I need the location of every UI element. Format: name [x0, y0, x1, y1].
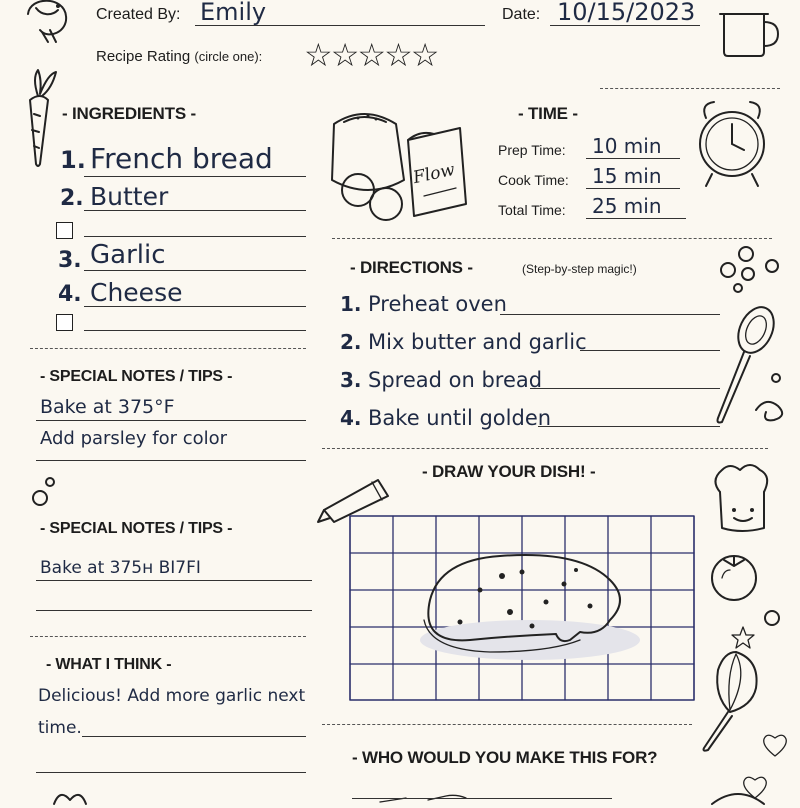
notes-rule [36, 460, 306, 461]
direction-line [538, 426, 720, 427]
who-heading: - WHO WOULD YOU MAKE THIS FOR? [352, 748, 658, 767]
notes-line: Add parsley for color [40, 428, 228, 449]
direction-number: 2. [340, 330, 362, 354]
ingredient-number: 4. [58, 282, 82, 307]
ingredient-checkbox[interactable] [56, 222, 73, 239]
ingredient-checkbox[interactable] [56, 314, 73, 331]
notes-heading: - SPECIAL NOTES / TIPS - [40, 368, 233, 385]
cook-time-line [586, 188, 680, 189]
garlic-bread-drawing [410, 540, 650, 670]
prep-time-line [586, 158, 680, 159]
direction-step: Spread on bread [368, 368, 543, 392]
shrimp-icon [18, 0, 78, 54]
what-i-think-line: time. [38, 718, 82, 738]
rating-stars[interactable]: ☆☆☆☆☆ [304, 36, 438, 74]
total-time-value: 25 min [592, 194, 662, 218]
notes-rule [36, 580, 312, 581]
ingredient-item: Cheese [90, 278, 183, 307]
date-value: 10/15/2023 [557, 0, 696, 26]
divider [332, 238, 772, 239]
rating-label: Recipe Rating (circle one): [96, 48, 263, 65]
bowl-icon [708, 788, 768, 808]
notes-line: Bake at 375°F [40, 396, 175, 418]
squiggle-icon [752, 396, 792, 426]
direction-line [530, 388, 720, 389]
ingredient-line [84, 306, 306, 307]
tomato-icon [708, 548, 768, 608]
what-i-think-heading: - WHAT I THINK - [46, 656, 172, 673]
cook-time-value: 15 min [592, 164, 662, 188]
direction-number: 3. [340, 368, 362, 392]
ingredient-line [84, 210, 306, 211]
time-heading: - TIME - [518, 104, 578, 123]
carrot-icon [12, 64, 62, 174]
prep-time-label: Prep Time: [498, 142, 566, 158]
divider [322, 724, 692, 725]
direction-number: 1. [340, 292, 362, 316]
ingredient-number: 3. [58, 248, 82, 273]
direction-step: Preheat oven [368, 292, 507, 316]
ingredient-item: French bread [90, 142, 273, 175]
flour-bag-label: Flow [411, 159, 457, 189]
dot-icon [770, 372, 782, 384]
heart-icon [760, 730, 790, 760]
divider [600, 88, 780, 89]
cook-time-label: Cook Time: [498, 172, 569, 188]
coffee-mug-icon [718, 8, 788, 58]
total-time-label: Total Time: [498, 202, 566, 218]
directions-subheading: (Step-by-step magic!) [522, 262, 637, 276]
ingredient-item: Butter [90, 182, 169, 211]
ingredient-number: 1. [60, 146, 86, 174]
date-line [550, 25, 700, 26]
bubbles-icon [716, 244, 786, 294]
draw-heading: - DRAW YOUR DISH! - [422, 462, 596, 481]
chef-hat-icon [706, 462, 776, 542]
direction-step: Mix butter and garlic [368, 330, 587, 354]
notes-rule [36, 610, 312, 611]
total-time-line [586, 218, 686, 219]
direction-number: 4. [340, 406, 362, 430]
date-label: Date: [502, 6, 541, 23]
alarm-clock-icon [692, 94, 772, 194]
direction-line [500, 314, 720, 315]
notes-heading: - SPECIAL NOTES / TIPS - [40, 520, 233, 537]
bubble-icon [760, 606, 790, 636]
ingredient-line [84, 176, 306, 177]
prep-time-value: 10 min [592, 134, 662, 158]
ingredient-line [84, 236, 306, 237]
ingredient-item: Garlic [90, 240, 166, 270]
ingredients-heading: - INGREDIENTS - [62, 104, 196, 123]
flower-icon [50, 788, 90, 808]
created-by-line [195, 25, 485, 26]
divider [322, 448, 768, 449]
what-i-think-rule [82, 736, 306, 737]
what-i-think-line: Delicious! Add more garlic next [38, 686, 306, 706]
bubbles-small-icon [30, 474, 70, 514]
notes-rule [36, 420, 306, 421]
direction-line [580, 350, 720, 351]
divider [30, 636, 306, 637]
direction-step: Bake until golden [368, 406, 552, 430]
ingredient-line [84, 330, 306, 331]
partial-writing [376, 786, 496, 806]
directions-heading: - DIRECTIONS - [350, 258, 473, 277]
what-i-think-rule [36, 772, 306, 773]
divider [30, 348, 306, 349]
ingredient-line [84, 270, 306, 271]
created-by-label: Created By: [96, 6, 181, 23]
ingredient-number: 2. [60, 186, 84, 211]
who-line [352, 798, 612, 799]
notes-line: Bake at 375н ВI7FI [40, 558, 201, 578]
created-by-value: Emily [200, 0, 267, 26]
